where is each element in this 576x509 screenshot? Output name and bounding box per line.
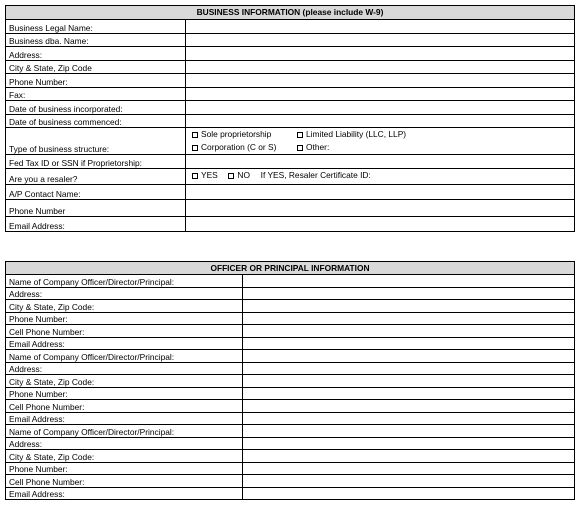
officer-row-label: Email Address: [6,338,243,350]
officer-row-field[interactable] [243,388,575,400]
option-sole-proprietorship[interactable]: Sole proprietorship [192,130,297,138]
field-date-commenced[interactable] [186,115,575,128]
label-phone-number: Phone Number: [6,74,186,88]
officer-row-field[interactable] [243,338,575,350]
field-fax[interactable] [186,88,575,101]
checkbox-icon[interactable] [297,145,303,151]
officer-row [6,338,575,350]
option-yes[interactable]: YES [192,171,218,179]
officer-row [6,288,575,300]
officer-row-label: Address: [6,363,243,375]
checkbox-icon[interactable] [192,145,198,151]
label-ap-contact-name: A/P Contact Name: [6,185,186,200]
field-ap-contact-name[interactable] [186,185,575,200]
officer-row-field[interactable] [243,275,575,288]
officer-row [6,425,575,438]
officer-row-field[interactable] [243,325,575,338]
officer-row [6,450,575,463]
officer-row-field[interactable] [243,288,575,300]
label-fed-tax-id: Fed Tax ID or SSN if Proprietorship: [6,155,186,169]
officer-row-field[interactable] [243,363,575,375]
option-other[interactable]: Other: [297,143,329,151]
field-business-structure [186,128,575,155]
officer-row [6,463,575,475]
officer-row-field[interactable] [243,313,575,325]
officer-row [6,363,575,375]
business-info-title: BUSINESS INFORMATION (please include W-9) [6,6,575,20]
field-business-legal-name[interactable] [186,20,575,34]
officer-row-label: Cell Phone Number: [6,475,243,488]
option-limited-liability[interactable]: Limited Liability (LLC, LLP) [297,130,406,138]
officer-row [6,388,575,400]
field-city-state-zip[interactable] [186,61,575,74]
checkbox-icon[interactable] [228,173,234,179]
label-date-incorporated: Date of business incorporated: [6,101,186,115]
business-info-table [5,5,575,232]
officer-row-field[interactable] [243,450,575,463]
officer-row-label: Cell Phone Number: [6,325,243,338]
label-email-address: Email Address: [6,217,186,232]
officer-info-title: OFFICER OR PRINCIPAL INFORMATION [6,262,575,275]
officer-row [6,275,575,288]
officer-row-field[interactable] [243,463,575,475]
officer-row-label: Phone Number: [6,463,243,475]
label-ap-phone-number: Phone Number [6,200,186,217]
field-fed-tax-id[interactable] [186,155,575,169]
officer-row-label: Name of Company Officer/Director/Principal: [6,425,243,438]
officer-row-field[interactable] [243,425,575,438]
checkbox-icon[interactable] [192,132,198,138]
officer-row [6,325,575,338]
officer-row-label: Cell Phone Number: [6,400,243,413]
officer-rows [6,275,575,500]
officer-row-field[interactable] [243,438,575,450]
officer-row [6,350,575,363]
officer-row [6,438,575,450]
officer-row-field[interactable] [243,400,575,413]
label-business-structure: Type of business structure: [6,128,186,155]
officer-row-field[interactable] [243,375,575,388]
officer-row-label: Email Address: [6,488,243,500]
officer-row [6,488,575,500]
officer-row-field[interactable] [243,300,575,313]
officer-row [6,475,575,488]
officer-row-label: Phone Number: [6,388,243,400]
officer-row-label: City & State, Zip Code: [6,450,243,463]
officer-row-field[interactable] [243,413,575,425]
checkbox-icon[interactable] [192,173,198,179]
option-corporation[interactable]: Corporation (C or S) [192,143,297,151]
officer-row-field[interactable] [243,475,575,488]
officer-row-label: Address: [6,288,243,300]
label-resaler: Are you a resaler? [6,169,186,185]
field-resaler [186,169,575,185]
label-fax: Fax: [6,88,186,101]
officer-row-label: Phone Number: [6,313,243,325]
officer-row-label: Name of Company Officer/Director/Principal: [6,350,243,363]
resaler-certificate-label: If YES, Resaler Certificate ID: [260,170,371,180]
label-address: Address: [6,47,186,61]
officer-row [6,313,575,325]
officer-row-label: City & State, Zip Code: [6,375,243,388]
officer-row-label: Address: [6,438,243,450]
officer-row-label: Email Address: [6,413,243,425]
field-ap-phone-number[interactable] [186,200,575,217]
officer-row [6,375,575,388]
officer-row [6,400,575,413]
field-business-dba-name[interactable] [186,34,575,47]
officer-row [6,300,575,313]
option-no[interactable]: NO [228,171,250,179]
label-business-dba-name: Business dba. Name: [6,34,186,47]
officer-row-field[interactable] [243,350,575,363]
officer-row-label: City & State, Zip Code: [6,300,243,313]
checkbox-icon[interactable] [297,132,303,138]
officer-info-table [5,261,575,500]
field-phone-number[interactable] [186,74,575,88]
officer-row-field[interactable] [243,488,575,500]
field-date-incorporated[interactable] [186,101,575,115]
officer-row-label: Name of Company Officer/Director/Principal: [6,275,243,288]
label-business-legal-name: Business Legal Name: [6,20,186,34]
officer-row [6,413,575,425]
field-email-address[interactable] [186,217,575,232]
field-address[interactable] [186,47,575,61]
label-date-commenced: Date of business commenced: [6,115,186,128]
label-city-state-zip: City & State, Zip Code [6,61,186,74]
